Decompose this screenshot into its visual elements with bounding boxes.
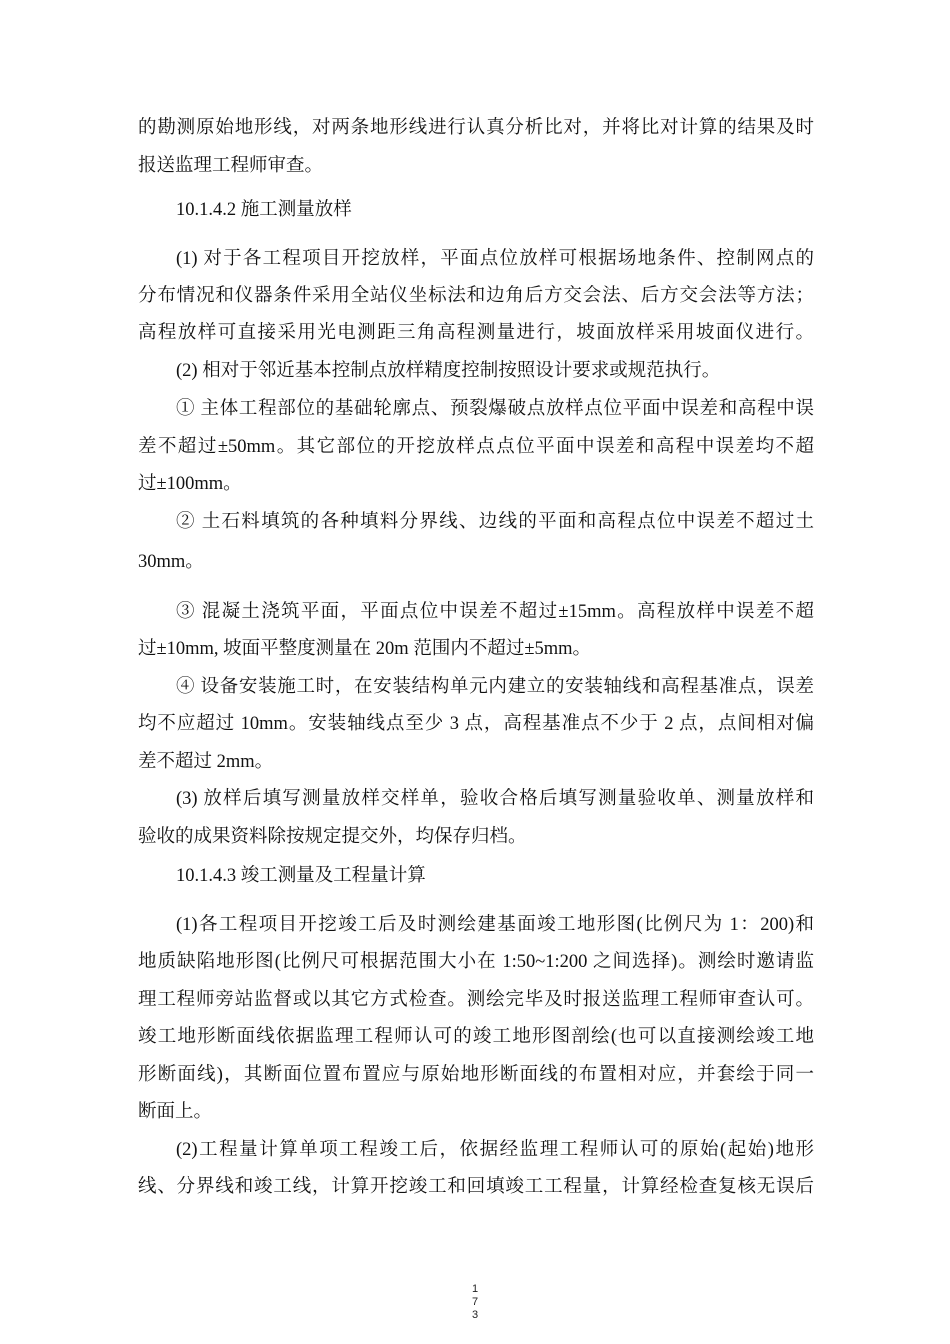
paragraph-line: (2) 相对于邻近基本控制点放样精度控制按照设计要求或规范执行。 [176, 361, 721, 381]
paragraph-line: 竣工地形断面线依据监理工程师认可的竣工地形图剖绘(也可以直接测绘竣工地 [138, 1027, 814, 1047]
paragraph-line: 断面上。 [138, 1102, 213, 1122]
paragraph-line: 均不应超过 10mm。安装轴线点至少 3 点，高程基准点不少于 2 点，点间相对偏 [138, 714, 814, 734]
paragraph-line: 形断面线)，其断面位置布置应与原始地形断面线的布置相对应，并套绘于同一 [138, 1065, 814, 1085]
page-number-digit: 7 [471, 1296, 479, 1308]
page-number-digit: 3 [471, 1309, 479, 1321]
paragraph-line: 报送监理工程师审查。 [138, 156, 324, 176]
paragraph-line: ③ 混凝土浇筑平面，平面点位中误差不超过±15mm。高程放样中误差不超 [176, 602, 814, 622]
paragraph-line: 差不超过±50mm。其它部位的开挖放样点点位平面中误差和高程中误差均不超 [138, 437, 814, 457]
paragraph-line: (2)工程量计算单项工程竣工后，依据经监理工程师认可的原始(起始)地形 [176, 1140, 814, 1160]
paragraph-line: 30mm。 [138, 552, 204, 572]
paragraph-line: 过±10mm, 坡面平整度测量在 20m 范围内不超过±5mm。 [138, 639, 592, 659]
paragraph-line: 过±100mm。 [138, 474, 242, 494]
section-heading: 10.1.4.2 施工测量放样 [176, 200, 352, 220]
paragraph-line: 高程放样可直接采用光电测距三角高程测量进行，坡面放样采用坡面仪进行。 [138, 323, 814, 343]
section-heading: 10.1.4.3 竣工测量及工程量计算 [176, 866, 426, 886]
paragraph-line: 差不超过 2mm。 [138, 752, 274, 772]
paragraph-line: 理工程师旁站监督或以其它方式检查。测绘完毕及时报送监理工程师审查认可。 [138, 990, 814, 1010]
paragraph-line: 的勘测原始地形线，对两条地形线进行认真分析比对，并将比对计算的结果及时 [138, 118, 814, 138]
paragraph-line: (1) 对于各工程项目开挖放样，平面点位放样可根据场地条件、控制网点的 [176, 249, 814, 269]
page-number-digit: 1 [471, 1283, 479, 1295]
paragraph-line: (1)各工程项目开挖竣工后及时测绘建基面竣工地形图(比例尺为 1：200)和 [176, 915, 814, 935]
paragraph-line: 验收的成果资料除按规定提交外，均保存归档。 [138, 827, 527, 847]
paragraph-line: ④ 设备安装施工时，在安装结构单元内建立的安装轴线和高程基准点，误差 [176, 677, 814, 697]
paragraph-line: (3) 放样后填写测量放样交样单，验收合格后填写测量验收单、测量放样和 [176, 789, 814, 809]
paragraph-line: 地质缺陷地形图(比例尺可根据范围大小在 1:50~1:200 之间选择)。测绘时邀请监 [138, 952, 814, 972]
paragraph-line: ① 主体工程部位的基础轮廓点、预裂爆破点放样点位平面中误差和高程中误 [176, 399, 814, 419]
paragraph-line: ② 土石料填筑的各种填料分界线、边线的平面和高程点位中误差不超过土 [176, 512, 814, 532]
paragraph-line: 分布情况和仪器条件采用全站仪坐标法和边角后方交会法、后方交会法等方法； [138, 286, 814, 306]
paragraph-line: 线、分界线和竣工线，计算开挖竣工和回填竣工工程量，计算经检查复核无误后 [138, 1177, 814, 1197]
